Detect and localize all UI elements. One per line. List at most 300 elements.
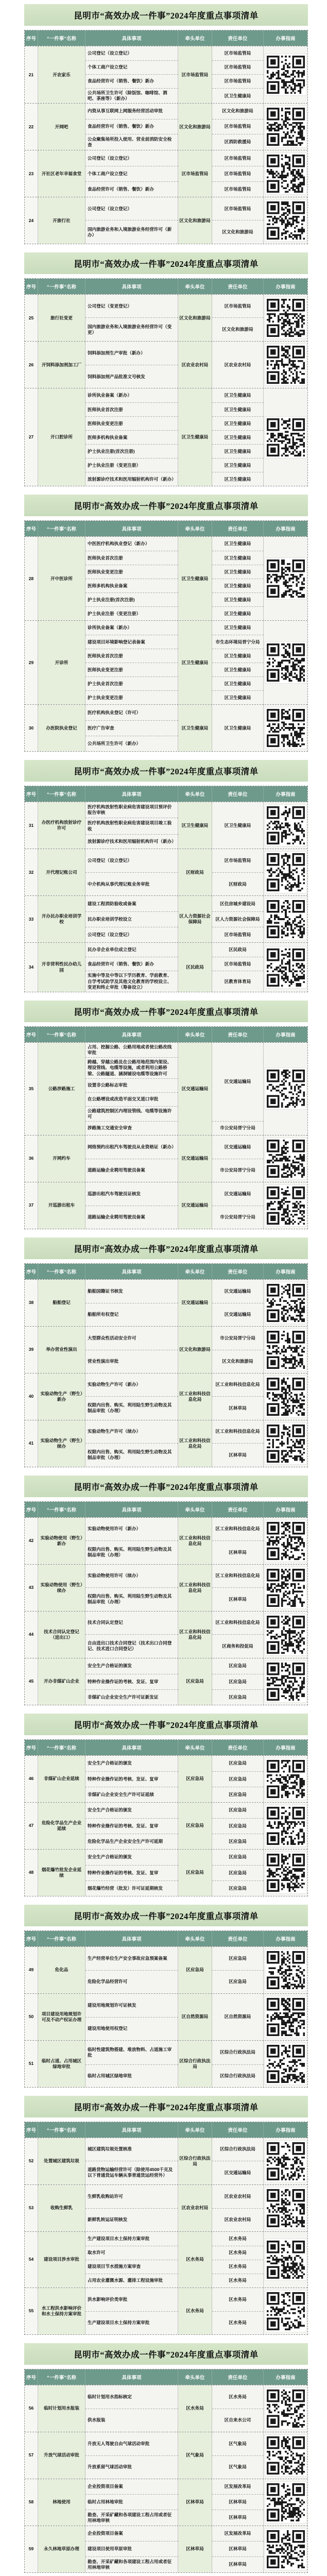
guide-qr-cell: [264, 1374, 307, 1420]
guide-qr-cell: [264, 2138, 307, 2184]
qr-code-image: [267, 2436, 305, 2475]
row-number: 48: [25, 1850, 38, 1896]
row-name: 开非营利性民办幼儿园: [38, 943, 85, 992]
guide-qr-cell: [264, 705, 307, 751]
table-header-row: [25, 1931, 307, 1946]
title-band: [24, 1238, 308, 1259]
responsible-unit-cell: 区应急局: [212, 1880, 264, 1896]
page-8: [0, 1714, 327, 1896]
item-cell: 非煤矿山企业安全生产许可证延续: [85, 1787, 178, 1802]
lead-unit-cell: 区交通运输局: [178, 1043, 212, 1135]
item-cell: 技术合同认定登记: [85, 1612, 178, 1634]
page-title: 昆明市“高效办成一件事”2024年度重点事项清单: [74, 259, 259, 269]
row-number: 26: [25, 342, 38, 388]
list-table: [24, 30, 308, 244]
column-header-1: “一件事”名称: [38, 521, 85, 536]
item-cell: 供水报装: [85, 2409, 178, 2432]
table-header-row: [25, 1740, 307, 1755]
responsible-unit-cell: 区自然资源局: [212, 1994, 264, 2040]
responsible-unit-cell: 区应急局: [212, 1850, 264, 1865]
lead-unit-cell: 区文化和旅游局: [178, 197, 212, 244]
item-cell: 安全生产合格证的颁发: [85, 1850, 178, 1865]
qr-code-image: [267, 2241, 305, 2279]
row-name: 林地使用: [38, 2479, 85, 2526]
row-number: 42: [25, 1518, 38, 1564]
row-number: 39: [25, 1327, 38, 1373]
row-name: 开网约车: [38, 1136, 85, 1182]
qr-code-image: [267, 709, 305, 747]
guide-qr-cell: [264, 943, 307, 992]
guide-qr-cell: [264, 197, 307, 244]
responsible-unit-cell: 区综合行政执法局: [212, 2138, 264, 2161]
row-name: 烟花爆竹批发企业延续: [38, 1850, 85, 1896]
responsible-unit-cell: 区市场监管局: [212, 295, 264, 317]
item-cell: 设置非公路标志审批: [85, 1078, 178, 1092]
item-cell: 食品经营许可（销售、餐饮）新办: [85, 957, 178, 971]
qr-code-image: [267, 1998, 305, 2036]
table-row: [25, 620, 307, 704]
lead-unit-cell: 区交通运输局: [178, 1280, 212, 1326]
qr-code: [265, 898, 307, 940]
table-row: [25, 1042, 307, 1135]
row-number: 32: [25, 849, 38, 895]
lead-unit-cell: 区水务局: [178, 2288, 212, 2334]
qr-code-image: [267, 155, 305, 193]
responsible-unit-cell: 区市场监管局: [212, 181, 264, 197]
item-cell: 护士执业变更注册: [85, 690, 178, 704]
list-table: [24, 786, 308, 992]
qr-code: [265, 557, 307, 600]
item-cell: 医师执业变更注册: [85, 416, 178, 430]
item-cell: 医疗机构放射性职业病危害建设项目预评价报告审核: [85, 802, 178, 818]
list-table: [24, 1501, 308, 1705]
row-number: 34: [25, 943, 38, 992]
column-header-5: 办事指南: [276, 1745, 296, 1752]
column-header-3: 牵头单位: [178, 1264, 212, 1279]
row-number: 57: [25, 2432, 38, 2479]
column-header-0: 序号: [25, 279, 38, 294]
table-row: [25, 2184, 307, 2231]
responsible-unit-cell: 区市场监管局: [212, 197, 264, 220]
responsible-unit-cell: 区应急局: [212, 1803, 264, 1818]
table-header-row: [25, 279, 307, 294]
list-table: [24, 278, 308, 486]
row-name: 处置城区建筑垃圾: [38, 2138, 85, 2184]
qr-code: [265, 1184, 307, 1227]
row-number: 50: [25, 1994, 38, 2040]
page-title: 昆明市“高效办成一件事”2024年度重点事项清单: [74, 1007, 259, 1017]
responsible-unit-cell: 区市场监管局: [212, 150, 264, 166]
list-table: [24, 1930, 308, 2088]
column-header-1: “一件事”名称: [38, 1931, 85, 1946]
lead-unit-cell: 区工业和科技信息化局: [178, 1612, 212, 1658]
column-header-4: 责任单位: [212, 2122, 264, 2138]
title-band: [24, 1905, 308, 1926]
table-row: [25, 2231, 307, 2287]
item-cell: 国内旅游业务和入境旅游业务经营许可（新办）: [85, 220, 178, 244]
guide-qr-cell: [264, 849, 307, 895]
column-header-1: “一件事”名称: [38, 1264, 85, 1279]
row-name: 危化品: [38, 1947, 85, 1993]
item-cell: 升放系留气球活动审批: [85, 2455, 178, 2479]
responsible-unit-cell: 区林草局: [212, 2510, 264, 2526]
table-row: [25, 197, 307, 244]
column-header-3: 牵头单位: [178, 1027, 212, 1042]
item-cell: 城区建筑垃圾处置核准: [85, 2138, 178, 2161]
qr-code-image: [267, 1378, 305, 1416]
column-header-3: 牵头单位: [178, 2369, 212, 2385]
responsible-unit-cell: 区卫生健康局: [212, 551, 264, 565]
qr-code: [265, 2528, 307, 2570]
qr-code-image: [267, 2389, 305, 2428]
item-cell: 建设工程消防验收或备案: [85, 896, 178, 911]
responsible-unit-cell: 区卫生健康局: [212, 592, 264, 606]
qr-code-image: [267, 1569, 305, 1607]
item-cell: 非煤矿山企业安全生产许可证新发证: [85, 1689, 178, 1705]
item-cell: 个体工商户设立登记: [85, 60, 178, 74]
column-header-1: “一件事”名称: [38, 1027, 85, 1042]
guide-qr-cell: [264, 388, 307, 486]
row-name: 旅行社变更: [38, 295, 85, 341]
column-header-2: 具体事项: [85, 1931, 178, 1946]
table-row: [25, 1946, 307, 1993]
table-row: [25, 341, 307, 388]
lead-unit-cell: 区水务局: [178, 2385, 212, 2432]
qr-code-image: [267, 2292, 305, 2330]
column-header-1: “一件事”名称: [38, 279, 85, 294]
responsible-unit-cell: 区水务局: [212, 2246, 264, 2260]
row-name: 临时计划用水报装: [38, 2385, 85, 2432]
lead-unit-cell: 区卫生健康局: [178, 802, 212, 849]
row-name: 开口腔诊所: [38, 388, 85, 486]
qr-code-image: [267, 1187, 305, 1225]
column-header-4: 责任单位: [212, 1264, 264, 1279]
item-cell: 建设项目节水措施方案审查: [85, 2260, 178, 2274]
guide-qr-cell: [264, 2432, 307, 2479]
column-header-2: 具体事项: [85, 2369, 178, 2385]
qr-code-image: [267, 2189, 305, 2227]
table-header-row: [25, 2122, 307, 2138]
table-row: [25, 1755, 307, 1802]
item-cell: 在公路增设或改造平面交叉道口审批: [85, 1092, 178, 1106]
row-number: 56: [25, 2385, 38, 2432]
column-header-0: 序号: [25, 1740, 38, 1755]
row-name: 船舶登记: [38, 1280, 85, 1326]
column-header-3: 牵头单位: [178, 786, 212, 802]
column-header-0: 序号: [25, 1931, 38, 1946]
item-cell: 实验动物生产许可（新办）: [85, 1374, 178, 1396]
responsible-unit-cell: 区卫生健康局: [212, 649, 264, 663]
column-header-2: 具体事项: [85, 1502, 178, 1517]
guide-qr-cell: [264, 1850, 307, 1896]
guide-qr-cell: [264, 1043, 307, 1135]
row-number: 28: [25, 537, 38, 620]
column-header-5: 办事指南: [276, 1269, 296, 1276]
item-cell: 公司登记（设立登记）: [85, 927, 178, 942]
guide-qr-cell: [264, 2479, 307, 2526]
item-cell: 饲料添加剂产品批准文号核发: [85, 365, 178, 388]
row-number: 33: [25, 896, 38, 942]
lead-unit-cell: 区文化和旅游局: [178, 104, 212, 150]
item-cell: 民办非企业单位成立登记: [85, 943, 178, 957]
item-cell: 企业投资项目备案: [85, 2479, 178, 2494]
qr-code-image: [267, 418, 305, 456]
lead-unit-cell: 区工业和科技信息化局: [178, 1518, 212, 1564]
row-number: 49: [25, 1947, 38, 1993]
table-row: [25, 1849, 307, 1896]
row-name: 开社区老年幸福食堂: [38, 150, 85, 197]
table-row: [25, 2526, 307, 2572]
responsible-unit-cell: 区文化和旅游局: [212, 104, 264, 118]
responsible-unit-cell: 区应急局: [212, 1689, 264, 1705]
item-cell: 建设项目使用草原审批: [85, 2541, 178, 2556]
responsible-unit-cell: 区综合行政执法局: [212, 2041, 264, 2064]
column-header-4: 责任单位: [212, 521, 264, 536]
item-cell: 护士执业注册(首次注册): [85, 444, 178, 458]
column-header-4: 责任单位: [212, 279, 264, 294]
item-cell: 道路货物运输经营许可（除使用4500千克及以下普通货运车辆从事普通货运经营外）: [85, 2161, 178, 2184]
row-number: 43: [25, 1565, 38, 1611]
lead-unit-cell: 区财政局: [178, 849, 212, 895]
qr-code: [265, 2387, 307, 2430]
table-row: [25, 2479, 307, 2526]
responsible-unit-cell: 区应急局: [212, 1834, 264, 1849]
item-cell: 医师执业变更注册: [85, 663, 178, 676]
responsible-unit-cell: 区人力资源社会保障局: [212, 911, 264, 927]
item-cell: 勘查、开采矿藏和各项建设工程占用或者征用林地审核: [85, 2510, 178, 2526]
item-cell: 医师多机构执业备案: [85, 579, 178, 592]
qr-code: [265, 1520, 307, 1562]
item-cell: 个体工商户设立登记: [85, 166, 178, 181]
responsible-unit-cell: 区交通运输局: [212, 1280, 264, 1303]
row-number: 40: [25, 1374, 38, 1420]
row-name: 实验动物使用（野生）新办: [38, 1518, 85, 1564]
column-header-0: 序号: [25, 521, 38, 536]
item-cell: 公司登记（设立登记）: [85, 150, 178, 166]
guide-qr-cell: [264, 2385, 307, 2432]
responsible-unit-cell: 区住房城乡建设局: [212, 896, 264, 911]
lead-unit-cell: 区人力资源社会保障局: [178, 896, 212, 942]
page-1: [0, 4, 327, 244]
page-11: [0, 2343, 327, 2573]
guide-qr-cell: [264, 896, 307, 942]
row-name: 升放气球活动审批: [38, 2432, 85, 2479]
lead-unit-cell: 区工业和科技信息化局: [178, 1565, 212, 1611]
responsible-unit-cell: 区气象局: [212, 2432, 264, 2455]
qr-code-image: [267, 1425, 305, 1463]
guide-qr-cell: [264, 1565, 307, 1611]
row-number: 24: [25, 197, 38, 244]
responsible-unit-cell: 区卫生健康局: [212, 621, 264, 635]
responsible-unit-cell: 区水务局: [212, 2311, 264, 2334]
row-number: 53: [25, 2185, 38, 2231]
qr-code-image: [267, 346, 305, 384]
responsible-unit-cell: 区交通运输局: [212, 1303, 264, 1326]
lead-unit-cell: 区卫生健康局: [178, 705, 212, 751]
item-cell: 实验动物使用许可（续办）: [85, 1565, 178, 1587]
row-name: 开办非煤矿山企业: [38, 1658, 85, 1705]
row-number: 31: [25, 802, 38, 849]
responsible-unit-cell: 区交通运输局: [212, 2161, 264, 2184]
responsible-unit-cell: 区文化和旅游局: [212, 317, 264, 341]
responsible-unit-cell: 市公安局晋宁分局: [212, 1327, 264, 1350]
column-header-3: 牵头单位: [178, 30, 212, 46]
item-cell: 安全生产合格证的颁发: [85, 1803, 178, 1818]
row-name: 办医疗机构放射诊疗许可: [38, 802, 85, 849]
table-row: [25, 2432, 307, 2479]
responsible-unit-cell: 区卫生健康局: [212, 472, 264, 486]
column-header-5: 办事指南: [276, 1032, 296, 1038]
item-cell: 取水许可: [85, 2246, 178, 2260]
item-cell: 占用、挖掘公路、公路用地或者使公路改线审批: [85, 1043, 178, 1057]
responsible-unit-cell: 区文化和旅游局: [212, 220, 264, 244]
row-name: 公路涉路施工: [38, 1043, 85, 1135]
qr-code-image: [267, 900, 305, 938]
qr-code: [265, 1422, 307, 1465]
qr-code: [265, 1949, 307, 1991]
item-cell: 放射源诊疗技术和医用辐射机构许可（新办）: [85, 834, 178, 849]
responsible-unit-cell: 区文化和旅游局: [212, 1350, 264, 1373]
responsible-unit-cell: 区发展改革局: [212, 2479, 264, 2494]
column-header-4: 责任单位: [212, 1740, 264, 1755]
item-cell: 道路运输企业聘用驾驶员备案: [85, 1206, 178, 1229]
item-cell: 医疗机构放射性职业病危害建设项目竣工验收: [85, 818, 178, 834]
responsible-unit-cell: 区卫生健康局: [212, 579, 264, 592]
item-cell: 新鲜乳转运证明核发: [85, 2208, 178, 2231]
column-header-0: 序号: [25, 786, 38, 802]
qr-code-image: [267, 806, 305, 844]
table-row: [25, 2385, 307, 2432]
lead-unit-cell: 区林草局: [178, 2479, 212, 2526]
responsible-unit-cell: 区林草局: [212, 1396, 264, 1420]
item-cell: 公共场所卫生许可（新办）: [85, 736, 178, 751]
lead-unit-cell: 区气象局: [178, 2432, 212, 2479]
responsible-unit-cell: 市公安局晋宁分局: [212, 1121, 264, 1135]
item-cell: 医疗机构执业登记（许可）: [85, 705, 178, 720]
item-cell: 护士执业首次注册: [85, 676, 178, 690]
responsible-unit-cell: 区林草局: [212, 1443, 264, 1467]
responsible-unit-cell: 区林草局: [212, 2556, 264, 2573]
qr-code: [265, 1660, 307, 1703]
lead-unit-cell: 区文化和旅游局: [178, 1327, 212, 1373]
row-number: 51: [25, 2041, 38, 2087]
item-cell: 特种作业操作证的考核、发证、复审: [85, 1771, 178, 1787]
row-name: 收购生鲜乳: [38, 2185, 85, 2231]
qr-code: [265, 344, 307, 386]
lead-unit-cell: 区工业和科技信息化局: [178, 1420, 212, 1467]
item-cell: 临时占用城区绿地审批: [85, 2064, 178, 2087]
item-cell: 生鲜乳收购站许可: [85, 2185, 178, 2208]
qr-code: [265, 54, 307, 96]
title-band: [24, 495, 308, 516]
lead-unit-cell: 区应急局: [178, 1850, 212, 1896]
qr-code-image: [267, 1522, 305, 1560]
qr-code: [265, 2239, 307, 2281]
item-cell: 护士执业注册(首次注册): [85, 592, 178, 606]
responsible-unit-cell: 区应急局: [212, 1970, 264, 1993]
lead-unit-cell: 区文化和旅游局: [178, 295, 212, 341]
column-header-1: “一件事”名称: [38, 2369, 85, 2385]
responsible-unit-cell: 市公安局晋宁分局: [212, 1159, 264, 1182]
column-header-0: 序号: [25, 1027, 38, 1042]
table-row: [25, 1182, 307, 1229]
responsible-unit-cell: 区林草局: [212, 2541, 264, 2556]
item-cell: 跨越、穿越公路及在公路用地范围内架设、埋设管线、电缆等设施，或者利用公路桥梁、公路隧道、涵洞铺设电缆等设施许可: [85, 1057, 178, 1078]
responsible-unit-cell: 区卫生健康局: [212, 402, 264, 416]
guide-qr-cell: [264, 2232, 307, 2287]
responsible-unit-cell: 区卫生健康局: [212, 458, 264, 472]
title-band: [24, 2096, 308, 2117]
column-header-2: 具体事项: [85, 521, 178, 536]
responsible-unit-cell: 区卫生健康局: [212, 676, 264, 690]
qr-code-image: [267, 948, 305, 987]
lead-unit-cell: 区卫生健康局: [178, 621, 212, 704]
item-cell: 国内旅游业务和入境旅游业务经营许可（变更）: [85, 317, 178, 341]
responsible-unit-cell: 区应急局: [212, 1771, 264, 1787]
list-table: [24, 2122, 308, 2335]
item-cell: 危险化学品生产企业安全生产许可延期: [85, 1834, 178, 1849]
responsible-unit-cell: 区卫生健康局: [212, 88, 264, 103]
item-cell: 安全生产合格证的颁发: [85, 1658, 178, 1674]
page-title: 昆明市“高效办成一件事”2024年度重点事项清单: [74, 2350, 259, 2360]
table-row: [25, 849, 307, 895]
qr-code: [265, 1329, 307, 1371]
page-title: 昆明市“高效办成一件事”2024年度重点事项清单: [74, 1911, 259, 1922]
row-name: 建设项目涉水审批: [38, 2232, 85, 2287]
item-cell: 中医医疗机构执业登记（新办）: [85, 537, 178, 551]
row-number: 55: [25, 2288, 38, 2334]
page-title: 昆明市“高效办成一件事”2024年度重点事项清单: [74, 501, 259, 512]
qr-code: [265, 199, 307, 242]
column-header-2: 具体事项: [85, 30, 178, 46]
qr-code-image: [267, 2045, 305, 2083]
page-3: [0, 495, 327, 752]
column-header-2: 具体事项: [85, 2122, 178, 2138]
title-band: [24, 1476, 308, 1497]
column-header-4: 责任单位: [212, 1931, 264, 1946]
responsible-unit-cell: 区发展改革局: [212, 2526, 264, 2541]
row-number: 52: [25, 2138, 38, 2184]
item-cell: 饲料添加剂生产审批（新办）: [85, 342, 178, 365]
qr-code-image: [267, 1070, 305, 1108]
item-cell: 公司登记（设立登记）: [85, 197, 178, 220]
responsible-unit-cell: 区市场监管局: [212, 74, 264, 88]
row-number: 41: [25, 1420, 38, 1467]
row-number: 29: [25, 621, 38, 704]
item-cell: 医师执业首次注册: [85, 551, 178, 565]
guide-qr-cell: [264, 1327, 307, 1373]
column-header-5: 办事指南: [276, 2128, 296, 2134]
column-header-4: 责任单位: [212, 2369, 264, 2385]
responsible-unit-cell: 区市场监管局: [212, 46, 264, 60]
qr-code: [265, 641, 307, 684]
qr-code: [265, 297, 307, 339]
qr-code: [265, 1852, 307, 1894]
responsible-unit-cell: 区应急局: [212, 1658, 264, 1674]
item-cell: 烟花爆竹经营（批发）许可证延期核发: [85, 1880, 178, 1896]
column-header-4: 责任单位: [212, 1027, 264, 1042]
item-cell: 安全生产合格证的颁发: [85, 1756, 178, 1771]
item-cell: 诊所执业备案（新办）: [85, 621, 178, 635]
row-name: 开饲料添加剂加工厂: [38, 342, 85, 388]
responsible-unit-cell: 区应急局: [212, 1756, 264, 1771]
lead-unit-cell: 区自然资源局: [178, 1994, 212, 2040]
column-header-1: “一件事”名称: [38, 786, 85, 802]
qr-code: [265, 1567, 307, 1609]
item-cell: 生产建设项目水土保持方案审批: [85, 2232, 178, 2246]
qr-code: [265, 1996, 307, 2038]
item-cell: 医师多机构执业备案: [85, 430, 178, 444]
